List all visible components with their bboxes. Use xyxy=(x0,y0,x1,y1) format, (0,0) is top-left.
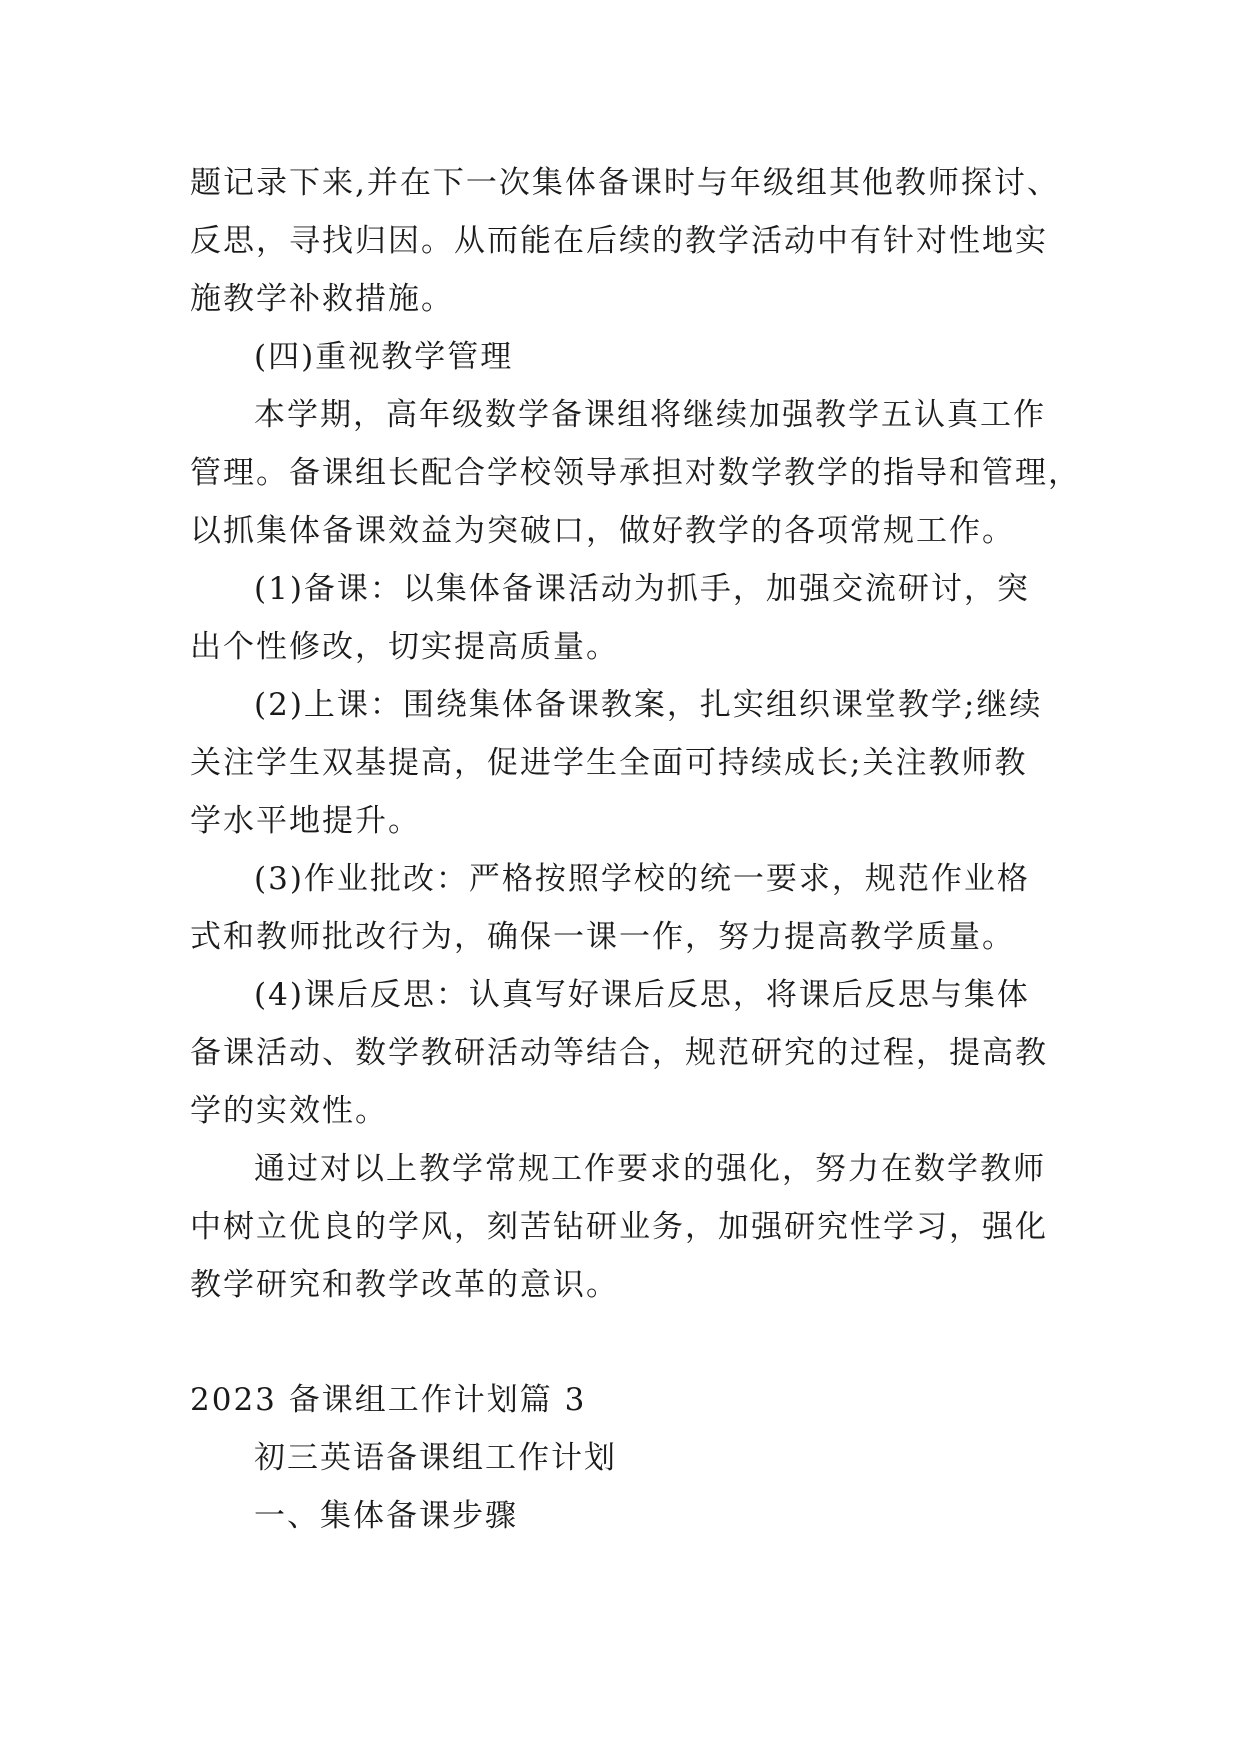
list-item-line: (3)作业批改：严格按照学校的统一要求，规范作业格 xyxy=(254,861,1030,897)
list-item-line: 学水平地提升。 xyxy=(190,803,421,839)
paragraph-line: 通过对以上教学常规工作要求的强化，努力在数学教师 xyxy=(254,1151,1046,1187)
list-item-line: (4)课后反思：认真写好课后反思，将课后反思与集体 xyxy=(254,977,1030,1013)
paragraph-line: 以抓集体备课效益为突破口，做好教学的各项常规工作。 xyxy=(190,513,1015,549)
paragraph-line: 管理。备课组长配合学校领导承担对数学教学的指导和管理， xyxy=(190,455,1081,491)
list-item-line: (2)上课：围绕集体备课教案，扎实组织课堂教学;继续 xyxy=(254,687,1043,723)
paragraph-line: 教学研究和教学改革的意识。 xyxy=(190,1267,619,1303)
list-item-line: (1)备课：以集体备课活动为抓手，加强交流研讨，突 xyxy=(254,571,1030,607)
paragraph-line: 本学期，高年级数学备课组将继续加强教学五认真工作 xyxy=(254,397,1046,433)
paragraph-line: 题记录下来,并在下一次集体备课时与年级组其他教师探讨、 xyxy=(190,165,1060,201)
list-item-line: 式和教师批改行为，确保一课一作，努力提高教学质量。 xyxy=(190,919,1015,955)
paragraph-line: 施教学补救措施。 xyxy=(190,281,454,317)
section-title: 2023 备课组工作计划篇 3 xyxy=(190,1382,587,1418)
section-heading: 一、集体备课步骤 xyxy=(254,1498,518,1534)
subtitle: 初三英语备课组工作计划 xyxy=(254,1440,617,1476)
list-item-line: 关注学生双基提高，促进学生全面可持续成长;关注教师教 xyxy=(190,745,1028,781)
list-item-line: 备课活动、数学教研活动等结合，规范研究的过程，提高教 xyxy=(190,1035,1048,1071)
paragraph-line: 中树立优良的学风，刻苦钻研业务，加强研究性学习，强化 xyxy=(190,1209,1048,1245)
list-item-line: 学的实效性。 xyxy=(190,1093,388,1129)
paragraph-line: 反思，寻找归因。从而能在后续的教学活动中有针对性地实 xyxy=(190,223,1048,259)
list-item-line: 出个性修改，切实提高质量。 xyxy=(190,629,619,665)
section-heading: (四)重视教学管理 xyxy=(254,339,514,375)
